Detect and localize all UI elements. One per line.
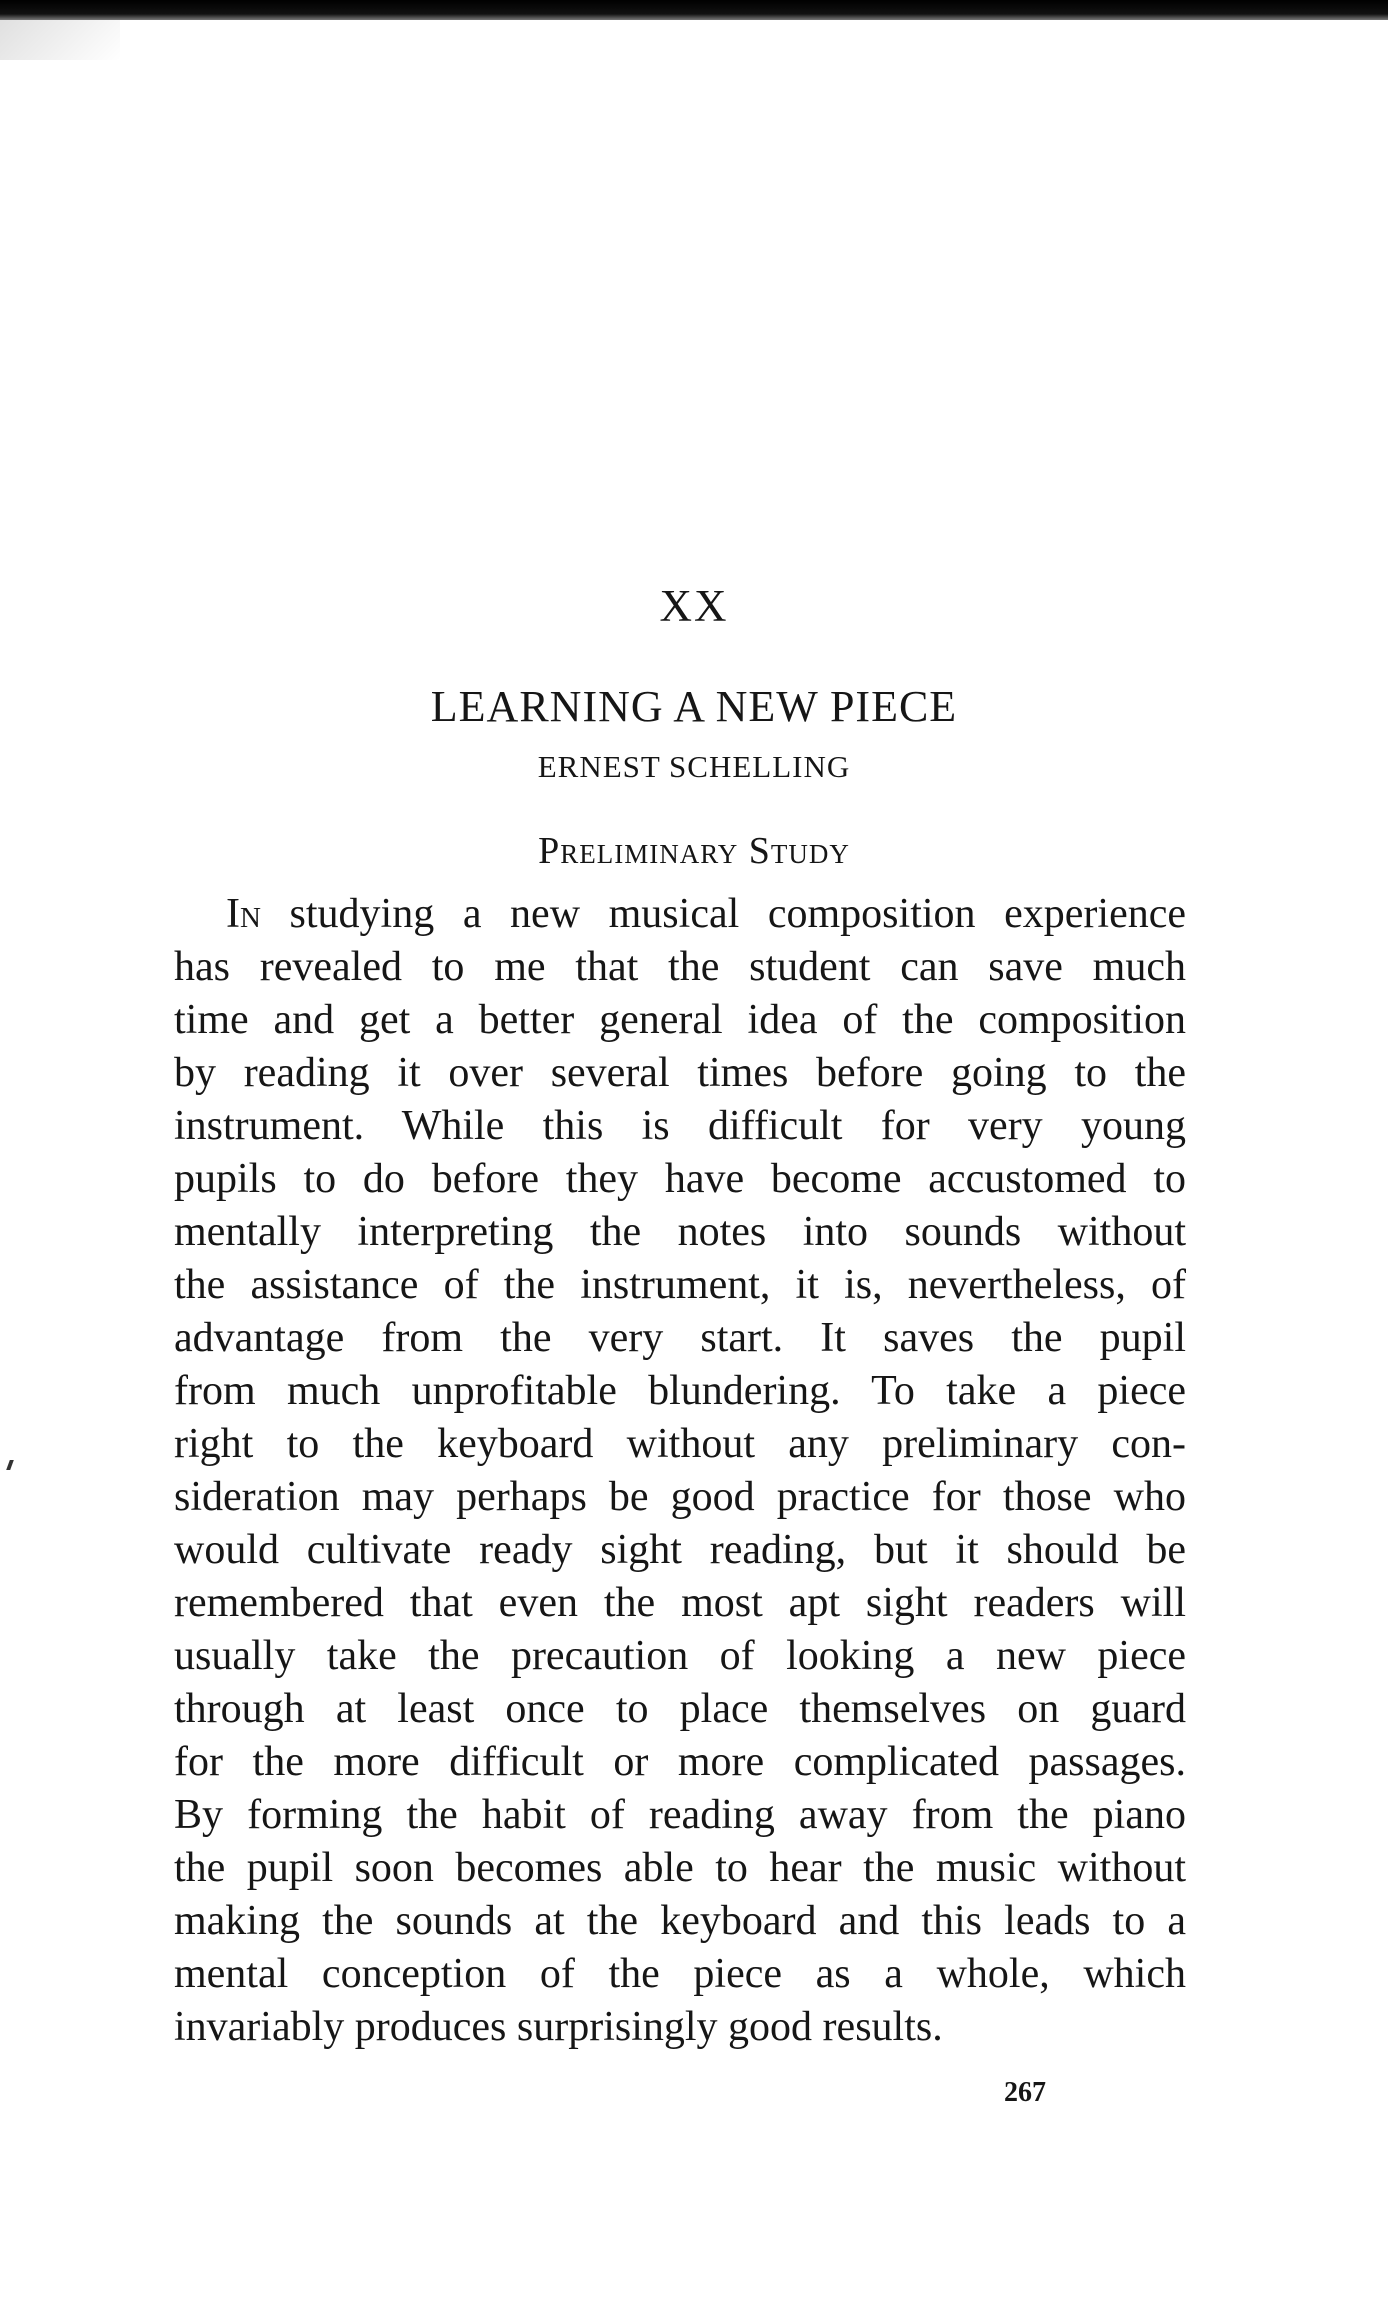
body-line: through at least once to place themselves on guard	[174, 1686, 1186, 1732]
body-line: advantage from the very start. It saves the pupil	[174, 1315, 1186, 1361]
body-line: instrument. While this is difficult for very young	[174, 1103, 1186, 1149]
body-line: pupils to do before they have become accustomed to	[174, 1156, 1186, 1202]
body-line: right to the keyboard without any preliminary con-	[174, 1421, 1186, 1467]
body-line: sideration may perhaps be good practice for those who	[174, 1474, 1186, 1520]
body-line-text: studying a new musical composition experience	[260, 891, 1186, 937]
body-line: for the more difficult or more complicated passages.	[174, 1739, 1186, 1785]
body-line: usually take the precaution of looking a new piece	[174, 1633, 1186, 1679]
body-line: remembered that even the most apt sight readers will	[174, 1580, 1186, 1626]
body-line-last: invariably produces surprisingly good results.	[174, 2004, 943, 2050]
body-line	[174, 888, 1186, 941]
chapter-number: XX	[659, 581, 729, 631]
body-line: has revealed to me that the student can save much	[174, 944, 1186, 990]
body-line: making the sounds at the keyboard and this leads to a	[174, 1898, 1186, 1944]
body-line: By forming the habit of reading away from the piano	[174, 1792, 1186, 1838]
body-line: the pupil soon becomes able to hear the music without	[174, 1845, 1186, 1891]
chapter-title: LEARNING A NEW PIECE	[430, 682, 958, 731]
body-line: from much unprofitable blundering. To take a piece	[174, 1368, 1186, 1414]
body-line: time and get a better general idea of the composition	[174, 997, 1186, 1043]
opening-word: In	[226, 891, 261, 937]
page-number: 267	[1004, 2077, 1046, 2108]
body-line: by reading it over several times before going to the	[174, 1050, 1186, 1096]
body-line: mentally interpreting the notes into sounds without	[174, 1209, 1186, 1255]
chapter-author: ERNEST SCHELLING	[537, 749, 851, 784]
margin-mark	[6, 1460, 14, 1470]
body-line: would cultivate ready sight reading, but it should be	[174, 1527, 1186, 1573]
body-line: the assistance of the instrument, it is, nevertheless, of	[174, 1262, 1186, 1308]
scan-top-edge	[0, 0, 1388, 20]
section-heading: Preliminary Study	[538, 830, 850, 872]
body-line: mental conception of the piece as a whole, which	[174, 1951, 1186, 1997]
body-paragraph	[174, 888, 1186, 2054]
scan-corner-shadow	[0, 20, 120, 60]
